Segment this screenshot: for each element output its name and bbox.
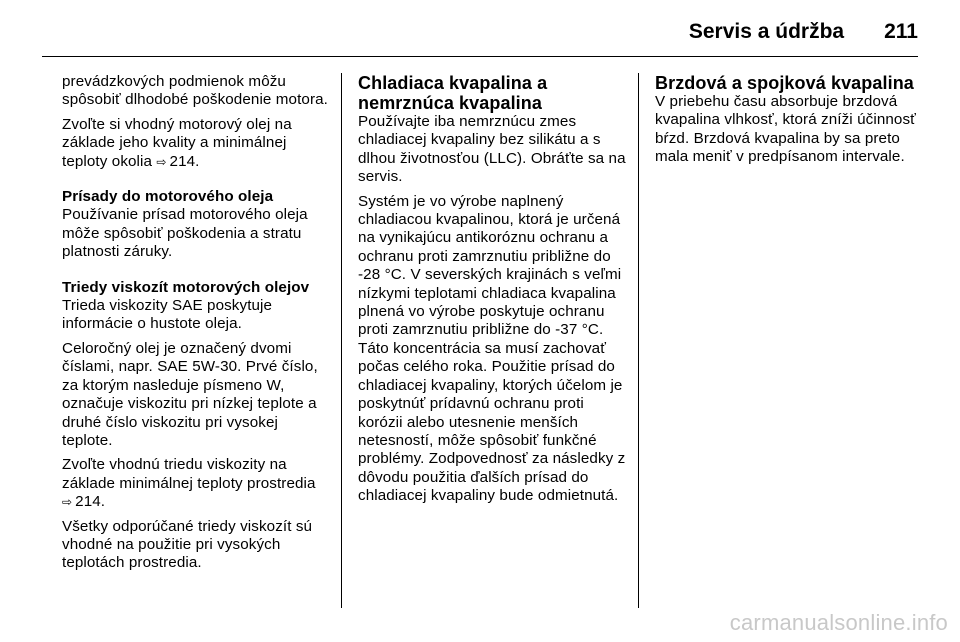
paragraph-text: Zvoľte si vhodný motorový olej na základe jeho kvality a minimálnej teploty okolia [62,115,292,170]
page-reference-icon[interactable]: ⇨ [62,495,73,510]
paragraph: Trieda viskozity SAE poskytuje informácie o hustote oleja. [62,297,273,333]
paragraph-text: Zvoľte vhodnú triedu viskozity na základe minimálnej teploty prostredia [62,456,316,492]
watermark: carmanualsonline.info [729,610,948,635]
column-1 [62,73,332,579]
page-reference-link[interactable]: 214. [169,152,200,170]
paragraph: Používajte iba nemrznúcu zmes chladiacej kvapaliny bez silikátu a s dlhou životnosťou (LLC). Obráťte sa na servis. [358,113,626,186]
column-3 [655,73,925,173]
heading-brake-fluid: Brzdová a spojková kvapalina [655,73,914,93]
page-reference-icon[interactable]: ⇨ [156,154,167,169]
page-header [689,14,918,50]
column-2 [358,73,628,512]
subheading-additives: Prísady do motorového oleja [62,188,274,206]
paragraph: Celoročný olej je označený dvomi číslami, napr. SAE 5W-30. Prvé číslo, za ktorým nasleduje písmeno W, označuje viskozitu pri nízkej teplote a druhé číslo viskozitu pri vysokej teplote. [62,339,318,449]
paragraph: Používanie prísad motorového oleja môže spôsobiť poškodenia a stratu platnosti záruky. [62,206,308,261]
paragraph: V priebehu času absorbuje brzdová kvapalina vlhkosť, ktorá zníži účinnosť bŕzd. Brzdová kvapalina by sa preto mala meniť v predpísanom intervale. [655,93,916,166]
column-divider [638,73,639,608]
paragraph: prevádzkových podmienok môžu spôsobiť dlhodobé poškodenie motora. [62,73,328,109]
subheading-viscosity: Triedy viskozít motorových olejov [62,278,310,296]
page-number: 211 [884,20,918,43]
paragraph-oil-choice [62,116,332,171]
heading-coolant: Chladiaca kvapalina a nemrznúca kvapalina [358,73,548,113]
paragraph: Systém je vo výrobe naplnený chladiacou kvapalinou, ktorá je určená na vynikajúcu antikoróznu ochranu a ochranu proti zamrznutiu približne do -28 °C. V severských krajinách s veľmi nízkymi teplotami chladiaca kvapalina plnená vo výrobe poskytuje ochranu proti zamrznutiu približne do -37 °C. Táto koncentrácia sa musí zachovať počas celého roka. Použitie prísad do chladiacej kvapaliny, ktorých účelom je poskytnúť prídavnú ochranu proti korózii alebo utesnenie menších netesností, môže spôsobiť funkčné problémy. Zodpovednosť za následky z dôvodu použitia ďalších prísad do chladiacej kvapaliny bude odmietnutá. [358,192,626,505]
paragraph: Všetky odporúčané triedy viskozít sú vhodné na použitie pri vysokých teplotách prostredia. [62,517,313,572]
column-divider [341,73,342,608]
section-title: Servis a údržba [688,20,845,43]
page-reference-link[interactable]: 214. [75,493,106,511]
header-rule [42,56,918,57]
paragraph-viscosity-choice [62,456,332,511]
